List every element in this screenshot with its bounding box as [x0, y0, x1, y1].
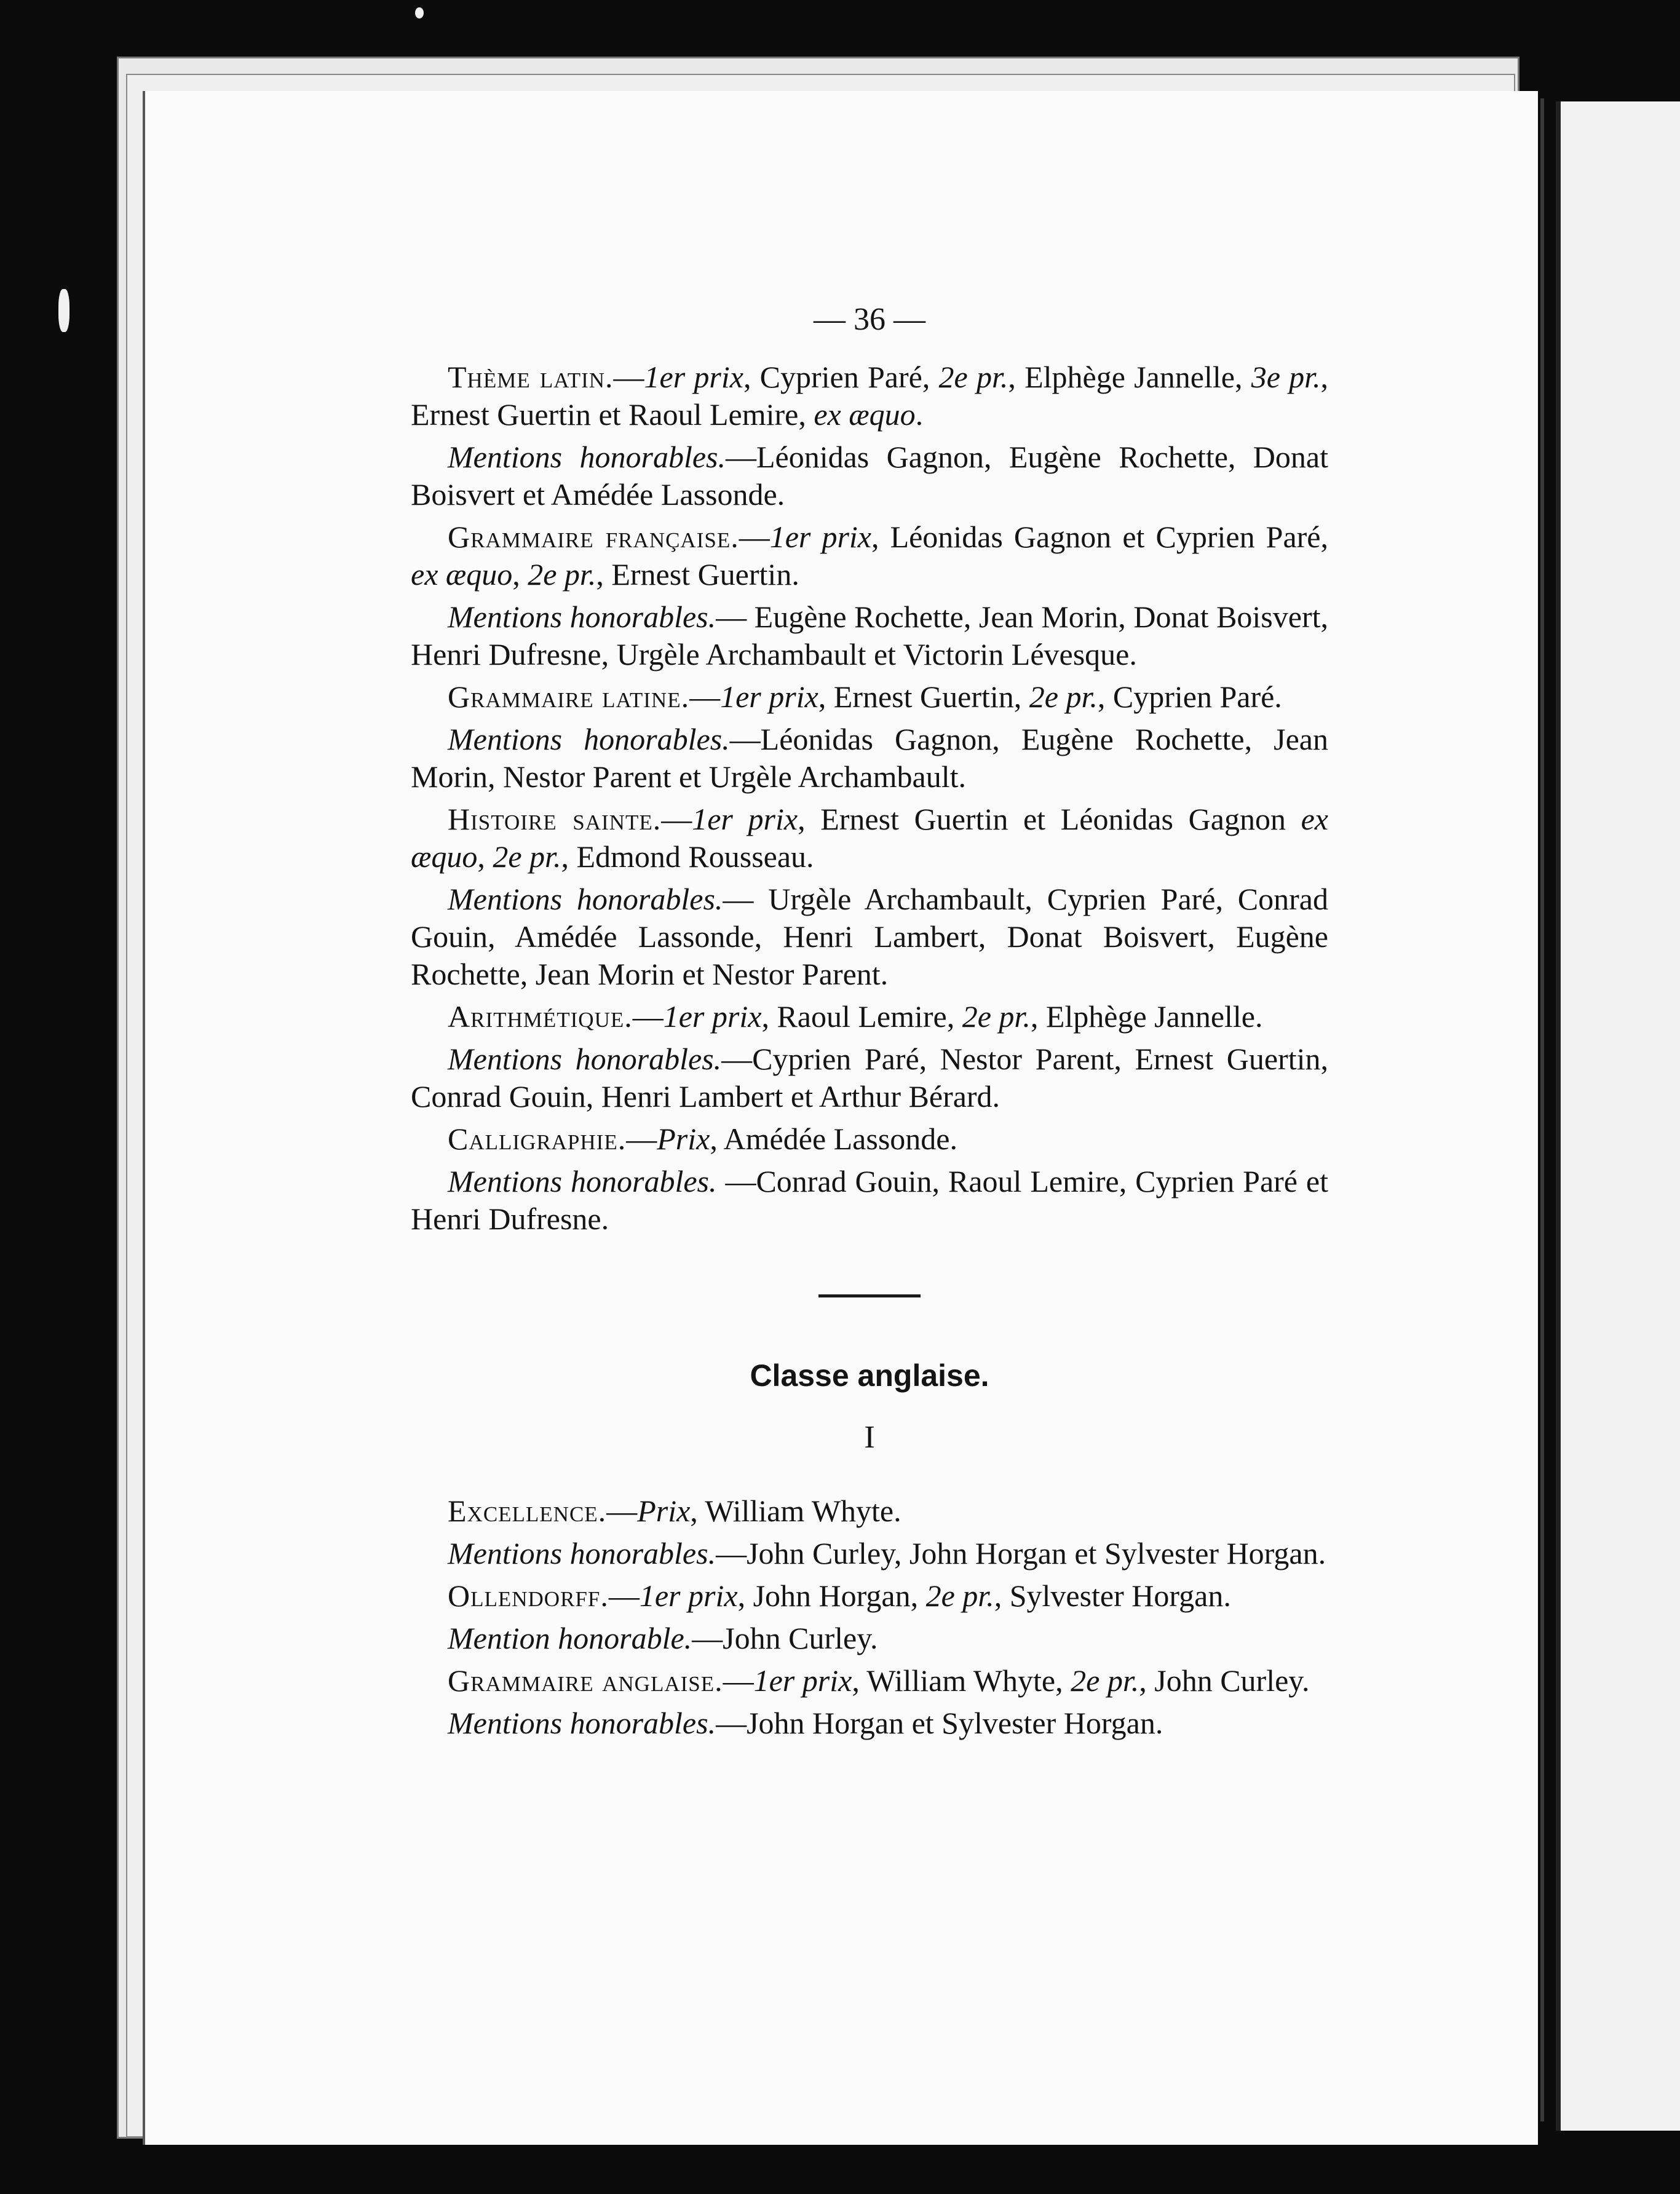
paper-speck [58, 289, 69, 332]
italic-term: 2e pr. [1071, 1663, 1139, 1698]
subject-label: Histoire sainte. [448, 802, 662, 836]
italic-term: 2e pr. [493, 839, 561, 874]
paragraph-text: —Cyprien Paré, Nestor Parent, Ernest Guertin, Conrad Gouin, Henri Lambert et Arthur Bérard. [411, 1042, 1328, 1114]
paragraph-text: — [739, 520, 770, 554]
prize-paragraph [411, 598, 1328, 673]
paragraph-text: , Ernest Guertin et Léonidas Gagnon [798, 802, 1301, 836]
paragraph-text: — [689, 679, 721, 714]
paragraph-text: —Léonidas Gagnon, Eugène Rochette, Donat Boisvert et Amédée Lassonde. [411, 440, 1328, 512]
page-gutter-shadow [1540, 98, 1544, 2121]
italic-term: 1er prix [753, 1663, 852, 1698]
subject-label: Arithmétique. [448, 999, 633, 1034]
paragraph-text: , William Whyte, [852, 1663, 1071, 1698]
italic-term: Mentions honorables. [448, 600, 716, 634]
paragraph-text: — [661, 802, 692, 836]
paragraph-text: —John Curley. [692, 1621, 878, 1655]
prize-paragraph [411, 358, 1328, 434]
prize-paragraph [411, 1577, 1328, 1615]
prize-paragraph [411, 1040, 1328, 1115]
italic-term: Mentions honorables. [448, 1536, 716, 1570]
italic-term: Prix [637, 1494, 691, 1528]
prize-paragraph [411, 1620, 1328, 1657]
paragraph-text: — [723, 1663, 754, 1698]
facing-page-edge [1556, 101, 1680, 2131]
section-heading: Classe anglaise. [750, 1358, 989, 1393]
italic-term: Mentions honorables. [448, 1164, 717, 1198]
italic-term: 3e pr. [1251, 360, 1321, 394]
paragraph-text: , Cyprien Paré, [743, 360, 939, 394]
prize-paragraph [411, 998, 1328, 1036]
prize-paragraph [411, 801, 1328, 876]
page-text [411, 301, 1328, 1747]
italic-term: Mentions honorables. [448, 440, 726, 474]
paragraph-text: — Eugène Rochette, Jean Morin, Donat Boisvert, Henri Dufresne, Urgèle Archambault et Victorin Lévesque. [411, 600, 1329, 671]
paragraph-text: —Conrad Gouin, Raoul Lemire, Cyprien Paré et Henri Dufresne. [411, 1164, 1328, 1236]
prize-paragraph [411, 1535, 1328, 1572]
subject-label: Ollendorff. [448, 1578, 609, 1613]
italic-term: 1er prix [663, 999, 762, 1034]
italic-term: 1er prix [692, 802, 798, 836]
paragraph-text: , Elphège Jannelle. [1030, 999, 1263, 1034]
section-divider [818, 1294, 921, 1297]
italic-term: ex æquo [411, 802, 1328, 874]
paragraph-text: , Cyprien Paré. [1097, 679, 1282, 714]
prize-paragraph [411, 678, 1328, 716]
paragraph-text: , Ernest Guertin. [596, 557, 799, 592]
prize-list-english [411, 1492, 1328, 1742]
page-number: — 36 — [814, 302, 925, 337]
paragraph-text: — [606, 1494, 638, 1528]
paragraph-text: —John Horgan et Sylvester Horgan. [716, 1706, 1163, 1740]
paragraph-text: — [608, 1578, 640, 1613]
italic-term: 1er prix [769, 520, 871, 554]
subject-label: Grammaire française. [448, 520, 739, 554]
paragraph-text: , [477, 839, 493, 874]
prize-paragraph [411, 1705, 1328, 1742]
paragraph-text: , Ernest Guertin et Raoul Lemire, [411, 360, 1329, 432]
italic-term: Mentions honorables. [448, 882, 723, 916]
paragraph-text: , Sylvester Horgan. [994, 1578, 1231, 1613]
paragraph-text: —John Curley, John Horgan et Sylvester Horgan. [716, 1536, 1326, 1570]
paragraph-text: , Ernest Guertin, [818, 679, 1029, 714]
paragraph-text: — [632, 999, 664, 1034]
italic-term: 1er prix [639, 1578, 738, 1613]
italic-term: Mentions honorables. [448, 1706, 716, 1740]
prize-paragraph [411, 1163, 1328, 1238]
italic-term: ex æquo [814, 397, 916, 432]
paragraph-text: — [626, 1122, 657, 1156]
subject-label: Thème latin. [448, 360, 614, 394]
prize-list-french [411, 358, 1328, 1238]
paragraph-text: , [512, 557, 528, 592]
prize-paragraph [411, 881, 1328, 993]
subject-label: Grammaire anglaise. [448, 1663, 723, 1698]
prize-paragraph [411, 1492, 1328, 1530]
paragraph-text: , William Whyte. [690, 1494, 901, 1528]
italic-term: 2e pr. [925, 1578, 994, 1613]
paragraph-text: , Elphège Jannelle, [1008, 360, 1251, 394]
italic-term: Mentions honorables. [448, 722, 730, 756]
section-numeral: I [864, 1420, 875, 1455]
paragraph-text: — [613, 360, 644, 394]
paragraph-text: — Urgèle Archambault, Cyprien Paré, Conrad Gouin, Amédée Lassonde, Henri Lambert, Donat Boisvert, Eugène Rochette, Jean Morin et Nestor Parent. [411, 882, 1328, 991]
italic-term: 1er prix [720, 679, 818, 714]
paragraph-text: , John Horgan, [737, 1578, 926, 1613]
italic-term: 2e pr. [962, 999, 1031, 1034]
prize-paragraph [411, 438, 1328, 513]
prize-paragraph [411, 1662, 1328, 1700]
italic-term: 1er prix [644, 360, 743, 394]
prize-paragraph [411, 721, 1328, 796]
italic-term: Prix [657, 1122, 710, 1156]
paragraph-text: , Raoul Lemire, [761, 999, 962, 1034]
paragraph-text: , John Curley. [1139, 1663, 1310, 1698]
subject-label: Calligraphie. [448, 1122, 627, 1156]
italic-term: 2e pr. [1029, 679, 1098, 714]
prize-paragraph [411, 518, 1328, 593]
prize-paragraph [411, 1120, 1328, 1158]
italic-term: Mentions honorables. [448, 1042, 722, 1076]
italic-term: 2e pr. [938, 360, 1008, 394]
subject-label: Excellence. [448, 1494, 607, 1528]
paper-speck [415, 7, 424, 18]
paragraph-text: . [915, 397, 924, 432]
paragraph-text: , Amédée Lassonde. [710, 1122, 957, 1156]
paragraph-text: —Léonidas Gagnon, Eugène Rochette, Jean Morin, Nestor Parent et Urgèle Archambault. [411, 722, 1328, 794]
italic-term: Mention honorable. [448, 1621, 692, 1655]
subject-label: Grammaire latine. [448, 679, 690, 714]
paragraph-text: , Léonidas Gagnon et Cyprien Paré, [871, 520, 1328, 554]
paragraph-text: , Edmond Rousseau. [561, 839, 814, 874]
italic-term: ex æquo [411, 557, 513, 592]
italic-term: 2e pr. [528, 557, 596, 592]
